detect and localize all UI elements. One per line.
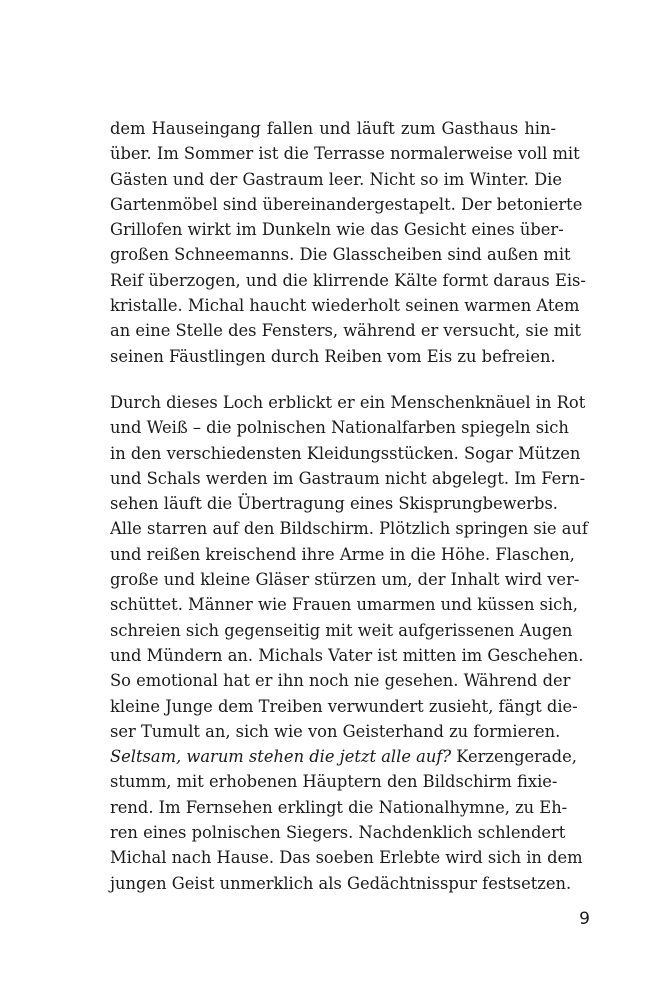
text-line: über. Im Sommer ist die Terrasse normalerweise voll mit (110, 144, 580, 164)
text-line: kleine Junge dem Treiben verwundert zusieht, fängt die- (110, 696, 578, 716)
paragraph-2 (110, 390, 588, 896)
text-line: rend. Im Fernsehen erklingt die Nationalhymne, zu Eh- (110, 797, 568, 817)
text-line: an eine Stelle des Fensters, während er versucht, sie mit (110, 321, 581, 341)
italic-thought: Seltsam, warum stehen die jetzt alle auf? (110, 747, 452, 767)
text-line: dem Hauseingang fallen und läuft zum Gasthaus hin- (110, 119, 556, 138)
page-number: 9 (579, 909, 590, 929)
text-continuation: Kerzengerade, (451, 747, 577, 767)
text-line: Gästen und der Gastraum leer. Nicht so im Winter. Die (110, 169, 563, 189)
text-line: Gartenmöbel sind übereinandergestapelt. Der betonierte (110, 194, 583, 214)
text-line: Michal nach Hause. Das soeben Erlebte wird sich in dem (110, 848, 583, 868)
text-line: und Weiß – die polnischen Nationalfarben spiegeln sich (110, 418, 569, 438)
text-line: Alle starren auf den Bildschirm. Plötzlich springen sie auf (110, 519, 588, 539)
text-line: stumm, mit erhobenen Häuptern den Bildschirm fixie- (110, 772, 558, 792)
text-line: kristalle. Michal haucht wiederholt seinen warmen Atem (110, 296, 580, 316)
paragraph-1 (110, 116, 586, 369)
text-line: große und kleine Gläser stürzen um, der Inhalt wird ver- (110, 570, 580, 590)
text-line: schüttet. Männer wie Frauen umarmen und küssen sich, (110, 595, 578, 615)
text-line: und reißen kreischend ihre Arme in die Höhe. Flaschen, (110, 544, 575, 564)
text-line: und Mündern an. Michals Vater ist mitten im Geschehen. (110, 645, 584, 665)
text-line: seinen Fäustlingen durch Reiben vom Eis zu befreien. (110, 346, 556, 366)
text-line: schreien sich gegenseitig mit weit aufgerissenen Augen (110, 620, 573, 640)
text-line: und Schals werden im Gastraum nicht abgelegt. Im Fern- (110, 468, 586, 488)
text-line: Reif überzogen, und die klirrende Kälte formt daraus Eis- (110, 270, 586, 290)
text-line: Grillofen wirkt im Dunkeln wie das Gesicht eines über- (110, 220, 564, 240)
text-line-with-italic (110, 744, 577, 769)
text-line: jungen Geist unmerklich als Gedächtnisspur festsetzen. (110, 873, 572, 893)
text-line: So emotional hat er ihn noch nie gesehen. Während der (110, 671, 571, 691)
text-line: in den verschiedensten Kleidungsstücken. Sogar Mützen (110, 443, 581, 463)
text-line: ser Tumult an, sich wie von Geisterhand zu formieren. (110, 721, 561, 741)
text-line: Durch dieses Loch erblickt er ein Menschenknäuel in Rot (110, 393, 586, 412)
text-line: ren eines polnischen Siegers. Nachdenklich schlendert (110, 823, 566, 843)
text-line: großen Schneemanns. Die Glasscheiben sind außen mit (110, 245, 571, 265)
text-line: sehen läuft die Übertragung eines Skisprungbewerbs. (110, 494, 558, 514)
